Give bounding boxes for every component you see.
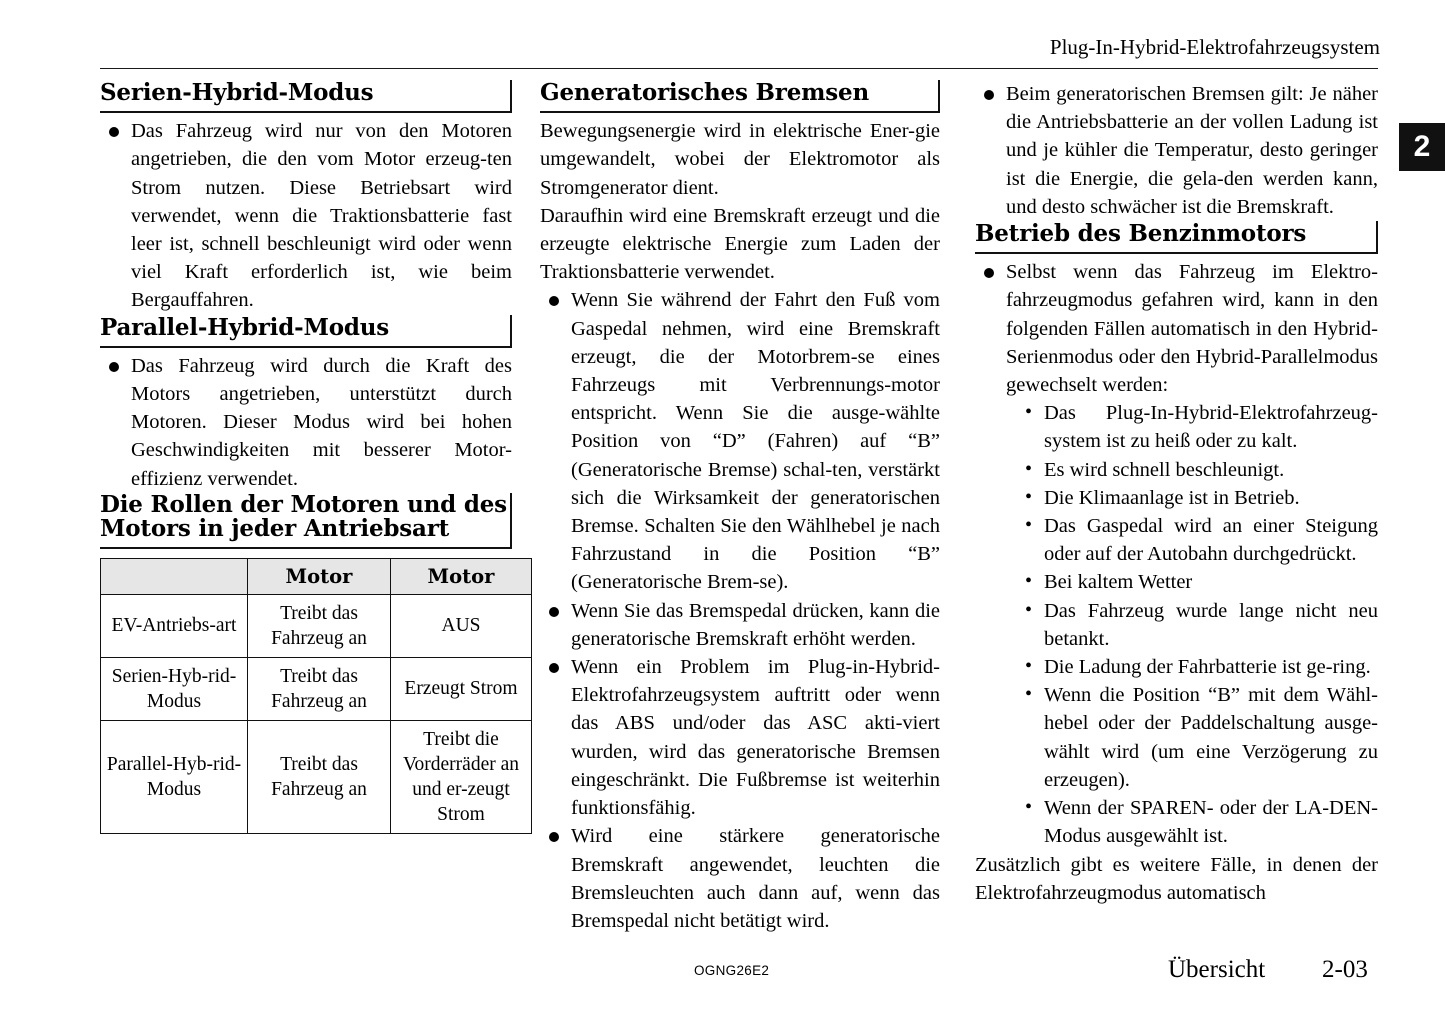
paragraph-intro-1: Bewegungsenergie wird in elektrische Ener-gie umgewandelt, wobei der Elektromotor als Stromgenerator dient. [540,120,940,199]
cell-mode: EV-Antriebs-art [101,594,248,657]
footer-document-code: OGNG26E2 [694,963,770,978]
heading-line-2: Motors in jeder Antriebsart [100,515,450,543]
cell-motor-1: Treibt das Fahrzeug an [248,720,391,833]
list-item: Das Fahrzeug wird durch die Kraft des Motors angetrieben, unterstützt durch Motoren. Dieser Modus wird bei hohen Geschwindigkeiten mit besserer Motor-effizienz verwendet. [100,352,512,493]
sub-list-item: • Es wird schnell beschleunigt. [1024,456,1378,484]
paragraph-intro-2: Daraufhin wird eine Bremskraft erzeugt und die erzeugte elektrische Energie zum Laden der Traktionsbatterie verwendet. [540,204,940,284]
table-header-row [101,558,532,594]
list-item: Wird eine stärkere generatorische Bremskraft angewendet, leuchten die Bremsleuchten auch dann auf, wenn das Bremspedal nicht betätigt wird. [540,822,940,935]
heading-rollen-der-motoren [100,490,512,549]
bullet-list-continued [975,80,1378,221]
middle-column [540,80,940,935]
list-item-text: Selbst wenn das Fahrzeug im Elektro-fahrzeugmodus gefahren wird, kann in den folgenden Fällen automatisch in den Hybrid-Serienmodus oder den Hybrid-Parallelmodus gewechselt werden: [1006,261,1378,397]
heading-line-1: Die Rollen der Motoren und des [100,490,507,518]
column-header-mode [101,558,248,594]
sub-list-item: • Bei kaltem Wetter [1024,568,1378,596]
cell-motor-2: Erzeugt Strom [391,657,532,720]
column-header-motor-2: Motor [391,558,532,594]
list-item [975,258,1378,850]
sub-list-item: • Wenn der SPAREN- oder der LA-DEN-Modus ausgewählt ist. [1024,794,1378,850]
heading-betrieb-des-benzinmotors: Betrieb des Benzinmotors [975,221,1378,254]
table-row [101,657,532,720]
running-header-title: Plug-In-Hybrid-Elektrofahrzeugsystem [1049,35,1380,59]
left-column [100,79,520,834]
header-divider-rule [100,68,1378,69]
column-header-motor-1: Motor [248,558,391,594]
sub-list-item: • Das Fahrzeug wurde lange nicht neu betankt. [1024,597,1378,653]
right-column [975,80,1378,907]
heading-parallel-hybrid-modus: Parallel-Hybrid-Modus [100,315,512,348]
footer-page-number: 2-03 [1322,956,1368,983]
table-row [101,720,532,833]
list-item: Wenn ein Problem im Plug-in-Hybrid-Elektrofahrzeugsystem auftritt oder wenn das ABS und/oder das ASC akti-viert wurden, wird das generatorische Bremsen eingeschränkt. Die Fußbremse ist weiterhin funktionsfähig. [540,653,940,822]
sub-bullet-list-cases [1006,399,1378,850]
bullet-list-benzinmotor [975,258,1378,850]
cell-mode: Parallel-Hyb-rid-Modus [101,720,248,833]
heading-generatorisches-bremsen: Generatorisches Bremsen [540,80,940,113]
heading-serien-hybrid-modus: Serien-Hybrid-Modus [100,80,512,113]
list-item: Wenn Sie das Bremspedal drücken, kann die generatorische Bremskraft erhöht werden. [540,597,940,653]
cell-motor-1: Treibt das Fahrzeug an [248,594,391,657]
sub-list-item: • Das Gaspedal wird an einer Steigung oder auf der Autobahn durchgedrückt. [1024,512,1378,568]
cell-motor-1: Treibt das Fahrzeug an [248,657,391,720]
sub-list-item: • Die Ladung der Fahrbatterie ist ge-ring. [1024,653,1378,681]
table-row [101,594,532,657]
cell-motor-2: AUS [391,594,532,657]
bullet-list-parallel-hybrid [100,352,512,493]
paragraph-closing: Zusätzlich gibt es weitere Fälle, in denen der Elektrofahrzeugmodus automatisch [975,853,1378,904]
cell-motor-2: Treibt die Vorderräder an und er-zeugt Strom [391,720,532,833]
list-item: Beim generatorischen Bremsen gilt: Je näher die Antriebsbatterie an der vollen Ladung ist und je kühler die Temperatur, desto geringer ist die Energie, die gela-den werden kann, und desto schwächer ist die Bremskraft. [975,80,1378,221]
footer-section-name: Übersicht [1168,956,1266,983]
bullet-list-generatorisches-bremsen [540,286,940,935]
cell-mode: Serien-Hyb-rid-Modus [101,657,248,720]
bullet-list-serien-hybrid [100,117,512,314]
list-item: Das Fahrzeug wird nur von den Motoren angetrieben, die den vom Motor erzeug-ten Strom nutzen. Diese Betriebsart wird verwendet, wenn die Traktionsbatterie fast leer ist, schnell beschleunigt wird oder wenn viel Kraft erforderlich ist, wie beim Bergauffahren. [100,117,512,314]
sub-list-item: • Das Plug-In-Hybrid-Elektrofahrzeug-system ist zu heiß oder zu kalt. [1024,399,1378,455]
sub-list-item: • Die Klimaanlage ist in Betrieb. [1024,484,1378,512]
roles-table [100,558,532,834]
chapter-tab-number: 2 [1399,123,1445,171]
list-item: Wenn Sie während der Fahrt den Fuß vom Gaspedal nehmen, wird eine Bremskraft erzeugt, die der Motorbrem-se eines Fahrzeugs mit Verbrennungs-motor entspricht. Wenn Sie die ausge-wählte Position von “D” (Fahren) auf “B” (Generatorische Bremse) schal-ten, verstärkt sich die Wirksamkeit der generatorischen Bremse. Schalten Sie den Wählhebel je nach Fahrzustand in die Position “B” (Generatorische Brem-se). [540,286,940,596]
sub-list-item: • Wenn die Position “B” mit dem Wähl-hebel oder der Paddelschaltung ausge-wählt wird (um eine Verzögerung zu erzeugen). [1024,681,1378,794]
